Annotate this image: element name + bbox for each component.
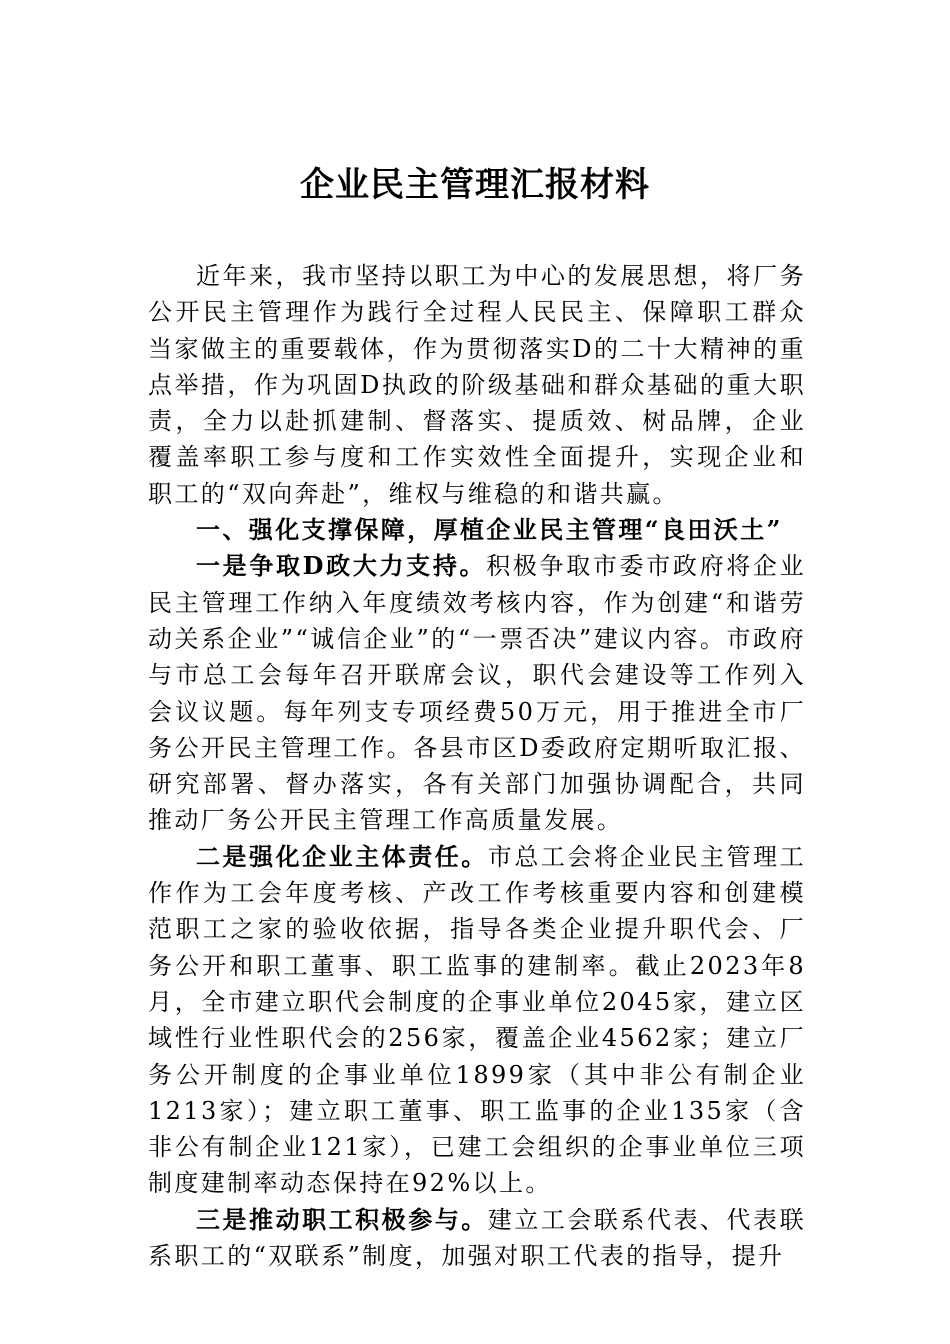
section-heading-1: 一、强化支撑保障，厚植企业民主管理“良田沃土”	[196, 515, 783, 545]
document-title: 企业民主管理汇报材料	[300, 165, 650, 205]
item-1-lead: 一是争取D政大力支持。	[196, 551, 487, 581]
intro-paragraph: 近年来，我市坚持以职工为中心的发展思想，将厂务公开民主管理作为践行全过程人民民主、保障职工群众当家做主的重要载体，作为贯彻落实D的二十大精神的重点举措，作为巩固D执政的阶级基础和群众基础的重大职责，全力以赴抓建制、督落实、提质效、树品牌，企业覆盖率职工参与度和工作实效性全面提升，实现企业和职工的“双向奔赴”，维权与维稳的和谐共赢。	[148, 262, 806, 508]
document-body	[148, 258, 806, 1274]
paragraph-item-2	[148, 839, 806, 1202]
item-3-text: 建立工会联系代表、代表联系职工的“双联系”制度，加强对职工代表的指导，提升	[148, 1205, 806, 1271]
paragraph-item-1	[148, 548, 806, 838]
item-2-lead: 二是强化企业主体责任。	[196, 841, 488, 871]
item-2-text: 市总工会将企业民主管理工作作为工会年度考核、产改工作考核重要内容和创建模范职工之家的验收依据，指导各类企业提升职代会、厂务公开和职工董事、职工监事的建制率。截止2023年8月，全市建立职代会制度的企事业单位2045家，建立区域性行业性职代会的256家，覆盖企业4562家；建立厂务公开制度的企事业单位1899家（其中非公有制企业1213家）；建立职工董事、职工监事的企业135家（含非公有制企业121家），已建工会组织的企事业单位三项制度建制率动态保持在92%以上。	[148, 842, 806, 1198]
paragraph-item-3	[148, 1202, 806, 1275]
item-1-text: 积极争取市委市政府将企业民主管理工作纳入年度绩效考核内容，作为创建“和谐劳动关系企业”“诚信企业”的“一票否决”建议内容。市政府与市总工会每年召开联席会议，职代会建设等工作列入会议议题。每年列支专项经费50万元，用于推进全市厂务公开民主管理工作。各县市区D委政府定期听取汇报、研究部署、督办落实，各有关部门加强协调配合，共同推动厂务公开民主管理工作高质量发展。	[148, 552, 806, 835]
item-3-lead: 三是推动职工积极参与。	[196, 1204, 488, 1234]
